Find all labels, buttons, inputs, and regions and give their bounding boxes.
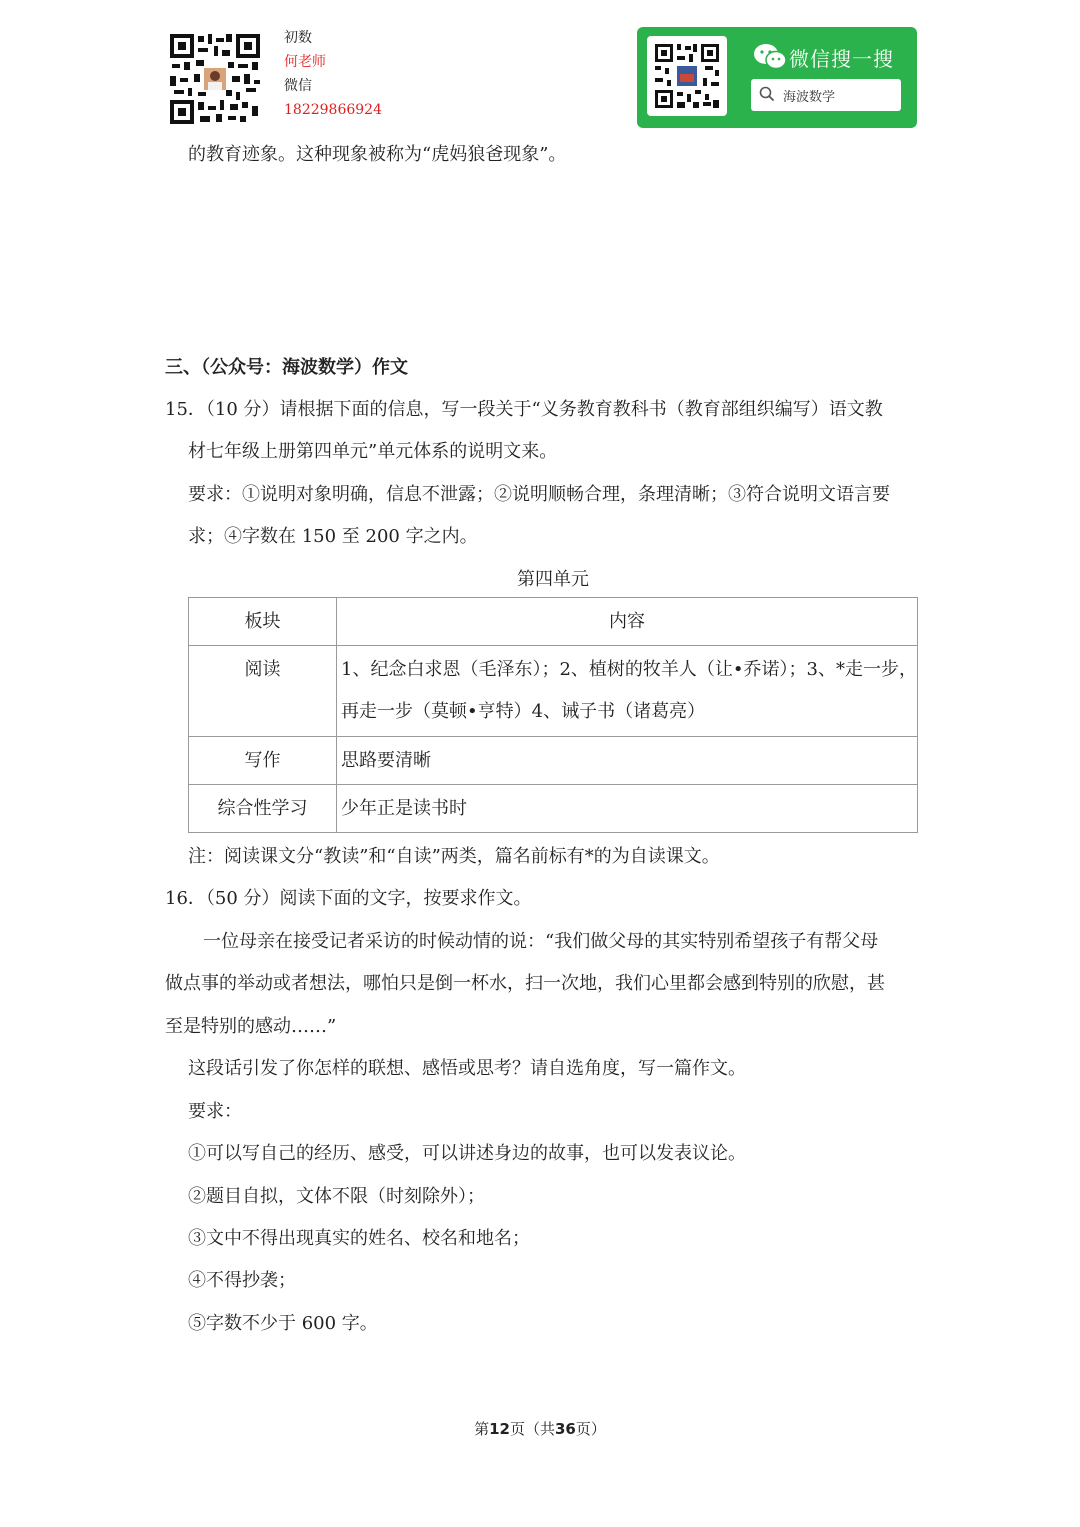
search-icon bbox=[759, 86, 775, 106]
wechat-search-title: 微信搜一搜 bbox=[789, 47, 894, 71]
contact-phone: 18229866924 bbox=[284, 102, 382, 118]
table-cell-block: 写作 bbox=[189, 737, 337, 785]
wechat-logo-icon bbox=[753, 43, 787, 76]
page-total: 36 bbox=[555, 1420, 576, 1438]
wechat-search-card[interactable] bbox=[637, 27, 917, 128]
unit-table bbox=[188, 597, 918, 833]
table-cell-content: 思路要清晰 bbox=[337, 737, 918, 785]
section-heading: 三、（公众号：海波数学）作文 bbox=[165, 357, 408, 378]
wechat-qr-code bbox=[647, 36, 727, 116]
table-header-cell: 内容 bbox=[337, 598, 918, 646]
q16-line-1: 16．（50 分）阅读下面的文字，按要求作文。 bbox=[165, 888, 532, 909]
q16-requirement-1: ①可以写自己的经历、感受，可以讲述身边的故事，也可以发表议论。 bbox=[188, 1143, 746, 1164]
q15-line-2: 材七年级上册第四单元”单元体系的说明文来。 bbox=[188, 441, 558, 462]
q16-paragraph-3: 至是特别的感动……” bbox=[165, 1016, 337, 1037]
table-cell-block: 阅读 bbox=[189, 646, 337, 737]
table-row bbox=[189, 646, 918, 737]
q16-requirements-title: 要求： bbox=[188, 1101, 242, 1122]
table-note: 注：阅读课文分“教读”和“自读”两类，篇名前标有*的为自读课文。 bbox=[188, 846, 720, 867]
table-cell-block: 综合性学习 bbox=[189, 785, 337, 833]
wechat-search-text: 海波数学 bbox=[783, 90, 836, 105]
contact-info bbox=[284, 26, 382, 122]
table-row bbox=[189, 737, 918, 785]
intro-tail-text: 的教育迹象。这种现象被称为“虎妈狼爸现象”。 bbox=[188, 144, 567, 165]
contact-teacher-name: 何老师 bbox=[284, 54, 326, 70]
contact-qr-code bbox=[168, 32, 262, 126]
contact-line-1: 初数 bbox=[284, 30, 312, 46]
q15-requirements-2: 求；④字数在 150 至 200 字之内。 bbox=[188, 526, 478, 547]
q16-prompt: 这段话引发了你怎样的联想、感悟或思考？请自选角度，写一篇作文。 bbox=[188, 1058, 746, 1079]
q16-requirement-2: ②题目自拟，文体不限（时刻除外）； bbox=[188, 1186, 485, 1207]
q16-paragraph-1: 一位母亲在接受记者采访的时候动情的说：“我们做父母的其实特别希望孩子有帮父母 bbox=[203, 931, 879, 952]
page-footer: 第12页（共36页） bbox=[474, 1420, 606, 1438]
table-title: 第四单元 bbox=[517, 569, 589, 590]
q16-requirement-5: ⑤字数不少于 600 字。 bbox=[188, 1313, 378, 1334]
q15-requirements-1: 要求：①说明对象明确，信息不泄露；②说明顺畅合理，条理清晰；③符合说明文语言要 bbox=[188, 484, 890, 505]
q16-requirement-4: ④不得抄袭； bbox=[188, 1270, 296, 1291]
table-row bbox=[189, 785, 918, 833]
table-header-row bbox=[189, 598, 918, 646]
q16-paragraph-2: 做点事的举动或者想法，哪怕只是倒一杯水，扫一次地，我们心里都会感到特别的欣慰，甚 bbox=[165, 973, 885, 994]
contact-line-3: 微信 bbox=[284, 78, 312, 94]
wechat-search-box[interactable] bbox=[751, 79, 901, 111]
table-cell-content: 少年正是读书时 bbox=[337, 785, 918, 833]
q16-requirement-3: ③文中不得出现真实的姓名、校名和地名； bbox=[188, 1228, 530, 1249]
table-header-cell: 板块 bbox=[189, 598, 337, 646]
page-number: 12 bbox=[489, 1420, 510, 1438]
table-cell-content: 1、纪念白求恩（毛泽东）；2、植树的牧羊人（让•乔诺）；3、*走一步， 再走一步（莫顿•亨特）4、诫子书（诸葛亮） bbox=[337, 646, 918, 737]
q15-line-1: 15．（10 分）请根据下面的信息，写一段关于“义务教育教科书（教育部组织编写）语文教 bbox=[165, 399, 883, 420]
